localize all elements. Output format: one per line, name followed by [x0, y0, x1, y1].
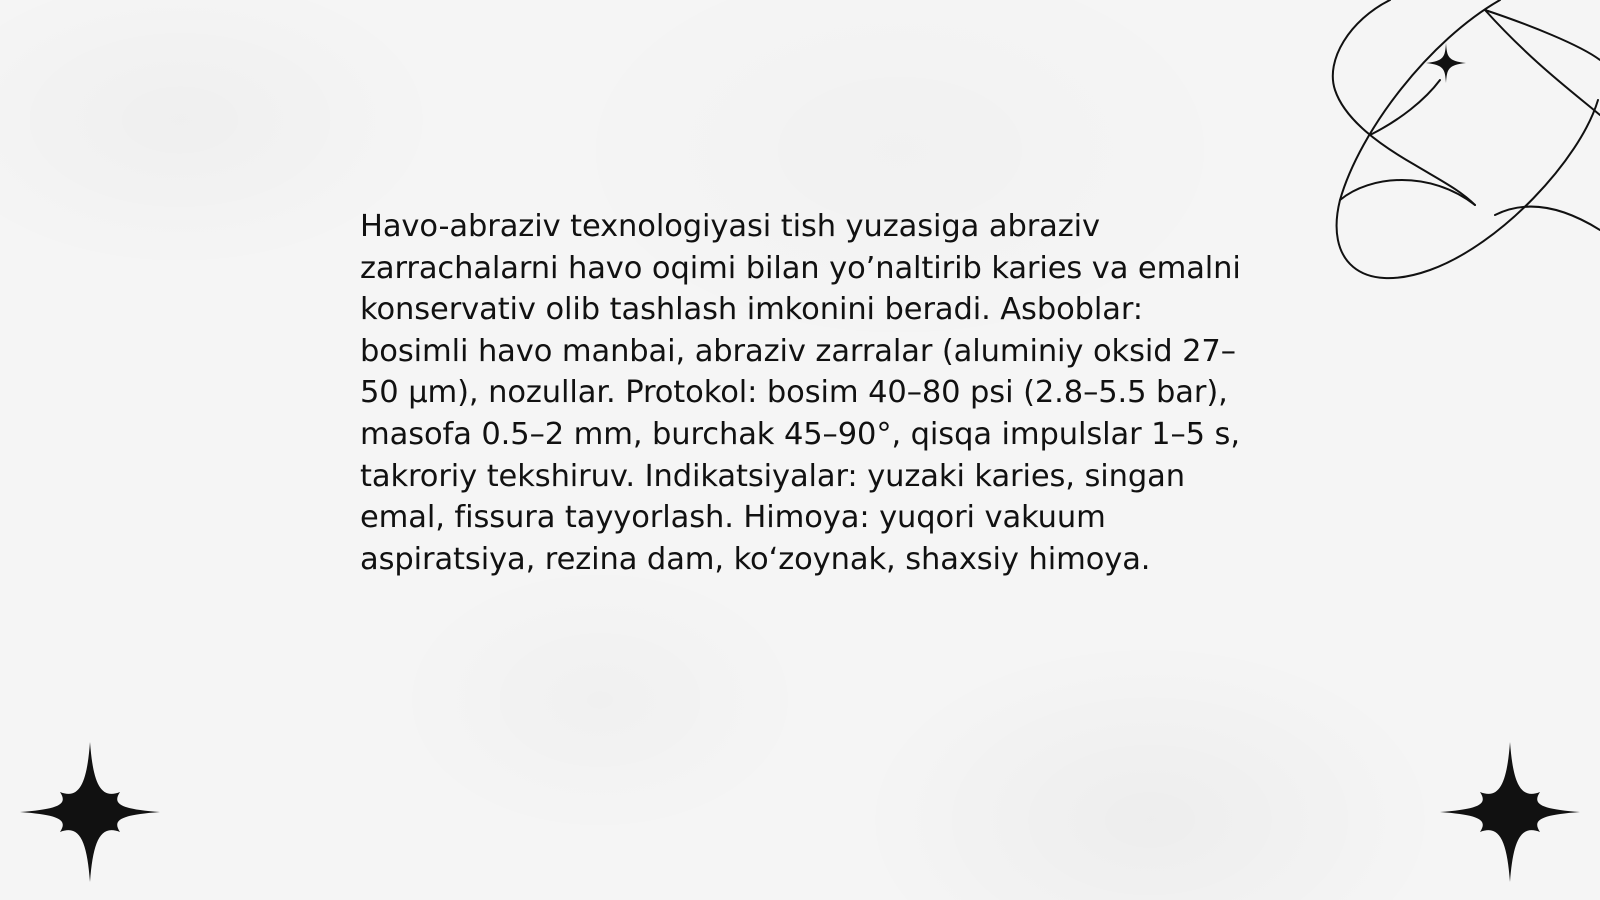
four-point-star-icon: [1440, 742, 1580, 882]
four-point-star-icon: [20, 742, 160, 882]
slide-body-text: Havo-abraziv texnologiyasi tish yuzasiga abraziv zarrachalarni havo oqimi bilan yo’naltirib karies va emalni konservativ olib tashlash imkonini beradi. Asboblar: bosimli havo manbai, abraziv zarralar (aluminiy oksid 27–50 µm), nozullar. Protokol: bosim 40–80 psi (2.8–5.5 bar), masofa 0.5–2 mm, burchak 45–90°, qisqa impulslar 1–5 s, takroriy tekshiruv. Indikatsiyalar: yuzaki karies, singan emal, fissura tayyorlash. Himoya: yuqori vakuum aspiratsiya, rezina dam, ko‘zoynak, shaxsiy himoya.: [360, 209, 1241, 577]
thin-sparkle-icon: [1426, 43, 1466, 83]
